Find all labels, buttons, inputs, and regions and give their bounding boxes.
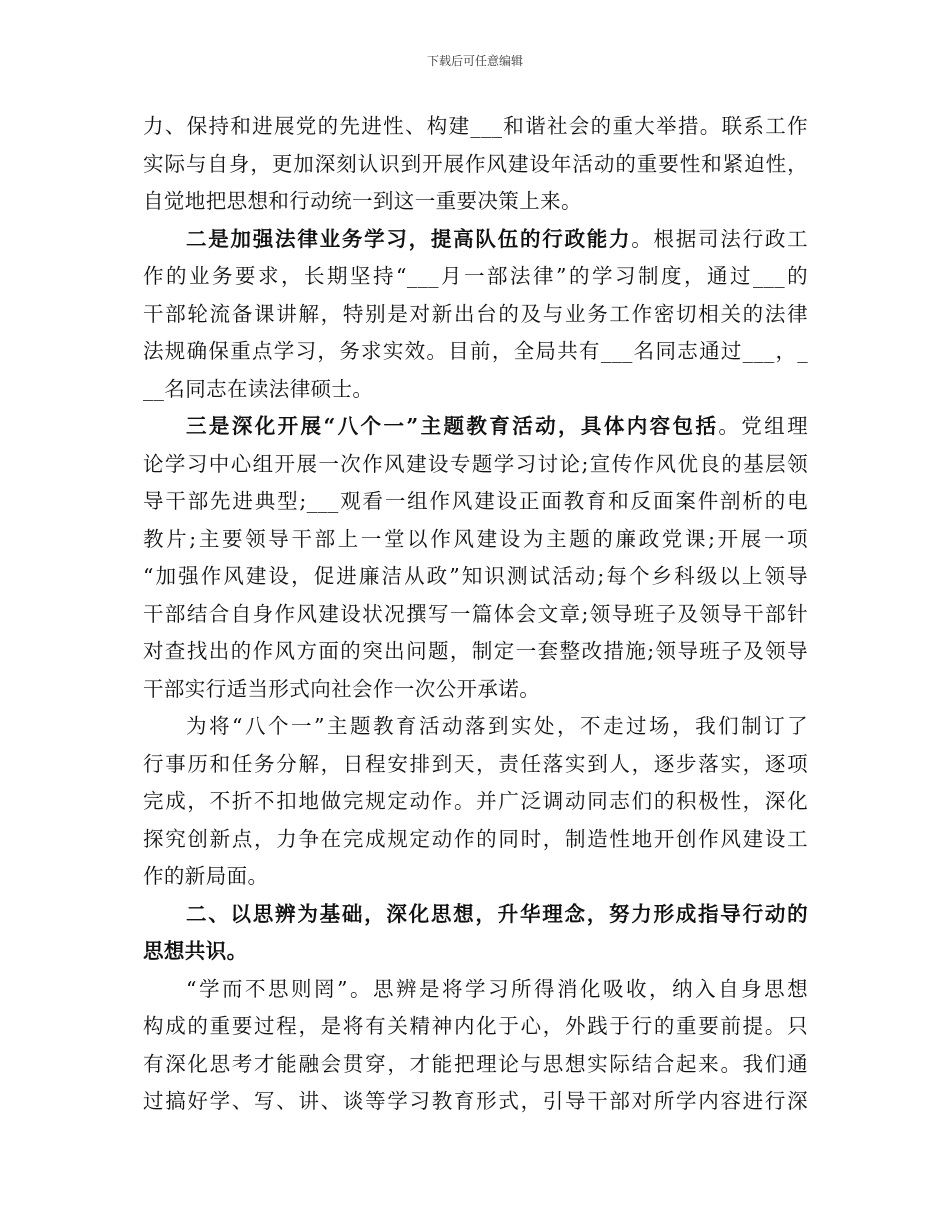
text-line: 过搞好学、写、讲、谈等学习教育形式，引导干部对所学内容进行深 [143, 1089, 808, 1113]
text-line: 论学习中心组开展一次作风建设专题学习讨论;宣传作风优良的基层领 [143, 451, 808, 476]
text-line [143, 221, 808, 259]
text-line [143, 408, 808, 446]
text-line: 有深化思考才能融会贯穿，才能把理论与思想实际结合起来。我们通 [143, 1051, 808, 1076]
document-body [143, 108, 808, 1121]
text-line: 教片;主要领导干部上一堂以作风建设为主题的廉政党课;开展一项 [143, 526, 808, 551]
text-line: 干部实行适当形式向社会作一次公开承诺。 [143, 676, 541, 701]
text-line: 导干部先进典型;___观看一组作风建设正面教育和反面案件剖析的电 [143, 489, 808, 513]
text-line: 实际与自身，更加深刻认识到开展作风建设年活动的重要性和紧迫性， [143, 151, 808, 176]
text-line: 干部结合自身作风建设状况撰写一篇体会文章;领导班子及领导干部针 [143, 601, 808, 626]
text-line: 构成的重要过程，是将有关精神内化于心，外践于行的重要前提。只 [143, 1014, 808, 1038]
text-line: 作的业务要求，长期坚持“___月一部法律”的学习制度，通过___的 [143, 264, 808, 288]
text-line: 力、保持和进展党的先进性、构建___和谐社会的重大举措。联系工作 [143, 114, 808, 138]
section-heading: 思想共识。 [143, 939, 248, 963]
text-line: 为将“八个一”主题教育活动落到实处，不走过场，我们制订了 [186, 714, 808, 738]
text-line: 作的新局面。 [143, 864, 269, 888]
section-heading: 二、以思辨为基础，深化思想，升华理念，努力形成指导行动的 [186, 901, 808, 926]
text-line: 自觉地把思想和行动统一到这一重要决策上来。 [143, 189, 582, 213]
text-line: 探究创新点，力争在完成规定动作的同时，制造性地开创作风建设工 [143, 826, 808, 851]
text-line: “加强作风建设，促进廉洁从政”知识测试活动;每个乡科级以上领导 [143, 564, 808, 588]
page-header: 下载后可任意编辑 [426, 54, 523, 68]
text-line: 完成，不折不扣地做完规定动作。并广泛调动同志们的积极性，深化 [143, 789, 808, 813]
text-line: 对查找出的作风方面的突出问题，制定一套整改措施;领导班子及领导 [143, 639, 808, 663]
text-line: 干部轮流备课讲解，特别是对新出台的及与业务工作密切相关的法律 [143, 301, 808, 326]
text-line: __名同志在读法律硕士。 [143, 376, 374, 401]
bold-lead: 二是加强法律业务学习，提高队伍的行政能力 [186, 226, 632, 251]
bold-lead: 三是深化开展“八个一”主题教育活动，具体内容包括 [186, 414, 719, 438]
text-line: 行事历和任务分解，日程安排到天，责任落实到人，逐步落实，逐项 [143, 751, 808, 776]
text-line: “学而不思则罔”。思辨是将学习所得消化吸收，纳入自身思想 [186, 976, 808, 1001]
text-span: 。党组理 [718, 414, 808, 438]
text-line: 法规确保重点学习，务求实效。目前，全局共有___名同志通过___，_ [143, 339, 808, 363]
text-span: 。根据司法行政工 [631, 226, 809, 251]
